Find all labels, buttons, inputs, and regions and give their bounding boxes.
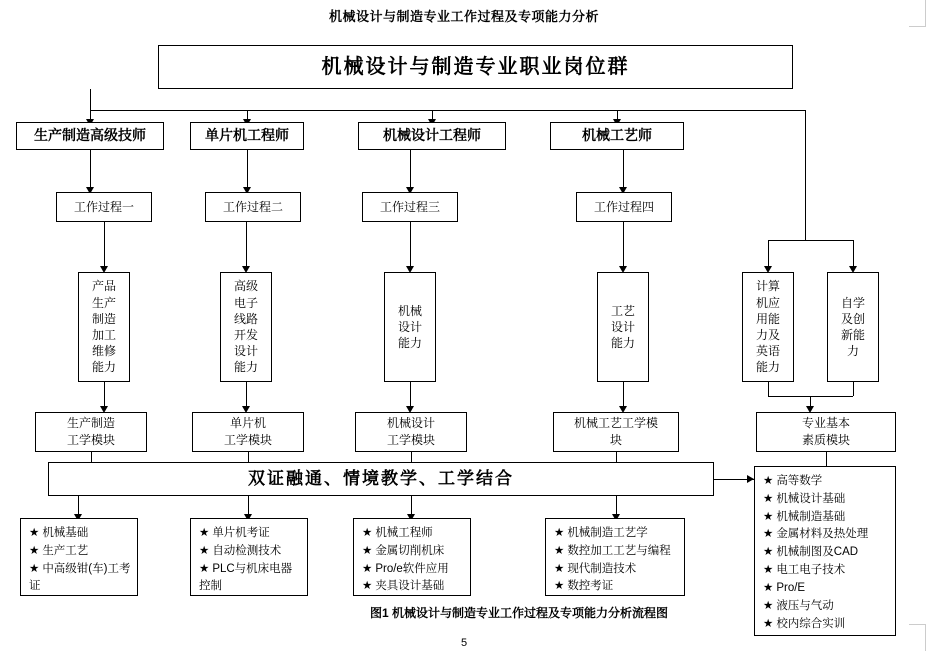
star-icon: ★ (763, 581, 774, 594)
bridge-banner: 双证融通、情境教学、工学结合 (48, 462, 714, 496)
connector-ability6-down (853, 382, 854, 396)
star-icon: ★ (199, 527, 210, 539)
ability-box-4: 工艺 设计 能力 (597, 272, 649, 382)
cert-list-3 (362, 525, 464, 596)
star-icon: ★ (763, 617, 774, 630)
role-box-2: 单片机工程师 (190, 122, 304, 150)
connector-process2-ability2 (246, 222, 247, 270)
cert-item: ★ 机械制造工艺学 (554, 527, 648, 539)
star-icon: ★ (29, 527, 40, 539)
cert-item: ★ 中高级钳(车)工考证 (29, 562, 131, 593)
module-box-2: 单片机 工学模块 (192, 412, 304, 452)
connector-process3-ability3 (410, 222, 411, 270)
connector-role2-process2 (247, 150, 248, 190)
star-icon: ★ (362, 562, 373, 575)
cert-item: ★ 校内综合实训 (763, 617, 846, 630)
module-box-3: 机械设计 工学模块 (355, 412, 467, 452)
cert-item: ★ 自动检测技术 (199, 544, 282, 557)
process-box-3: 工作过程三 (362, 192, 458, 222)
cert-item: ★ 数控加工工艺与编程 (554, 544, 671, 557)
star-icon: ★ (554, 527, 565, 539)
cert-group-2 (190, 518, 308, 596)
connector-banner-bus (90, 110, 805, 111)
star-icon: ★ (29, 544, 40, 557)
module-box-4: 机械工艺工学模 块 (553, 412, 679, 452)
star-icon: ★ (763, 599, 774, 612)
star-icon: ★ (554, 580, 565, 593)
connector-role4-process4 (623, 150, 624, 190)
connector-process1-ability1 (104, 222, 105, 270)
star-icon: ★ (362, 544, 373, 557)
star-icon: ★ (362, 527, 373, 539)
cert-item: ★ 机械制图及CAD (763, 546, 859, 559)
figure-caption: 图1 机械设计与制造专业工作过程及专项能力分析流程图 (370, 606, 669, 620)
cert-list-4 (554, 525, 678, 596)
arrow-to-cert-group-5 (747, 475, 754, 483)
ability-box-1: 产品 生产 制造 加工 维修 能力 (78, 272, 130, 382)
ability-box-2: 高级 电子 线路 开发 设计 能力 (220, 272, 272, 382)
connector-process4-ability4 (623, 222, 624, 270)
cert-group-5 (754, 466, 896, 636)
star-icon: ★ (362, 580, 373, 593)
connector-banner-col1 (90, 89, 91, 110)
process-box-4: 工作过程四 (576, 192, 672, 222)
star-icon: ★ (763, 510, 774, 523)
cert-list-1 (29, 525, 131, 596)
process-box-1: 工作过程一 (56, 192, 152, 222)
cert-item: ★ 机械基础 (29, 527, 89, 539)
star-icon: ★ (554, 562, 565, 575)
star-icon: ★ (554, 544, 565, 557)
star-icon: ★ (29, 562, 40, 575)
star-icon: ★ (763, 546, 774, 559)
module-box-5: 专业基本 素质模块 (756, 412, 896, 452)
cert-list-2 (199, 525, 301, 596)
process-box-2: 工作过程二 (205, 192, 301, 222)
module-box-1: 生产制造 工学模块 (35, 412, 147, 452)
connector-role1-process1 (90, 150, 91, 190)
cert-item: ★ Pro/e软件应用 (362, 562, 449, 575)
star-icon: ★ (763, 492, 774, 505)
ability-box-3: 机械 设计 能力 (384, 272, 436, 382)
banner-job-cluster: 机械设计与制造专业职业岗位群 (158, 45, 793, 89)
connector-side-bus (768, 240, 853, 241)
cert-item: ★ 数控考证 (554, 580, 614, 593)
connector-banner-col5 (805, 110, 806, 240)
cert-item: ★ 生产工艺 (29, 544, 89, 557)
connector-ability5-down (768, 382, 769, 396)
cert-item: ★ 金属切削机床 (362, 544, 445, 557)
star-icon: ★ (763, 564, 774, 577)
cert-item: ★ 高等数学 (763, 475, 823, 487)
star-icon: ★ (199, 544, 210, 557)
ability-box-5: 计算 机应 用能 力及 英语 能力 (742, 272, 794, 382)
page-title: 机械设计与制造专业工作过程及专项能力分析 (328, 9, 599, 24)
cert-item: ★ 电工电子技术 (763, 564, 846, 577)
cert-item: ★ PLC与机床电器控制 (199, 562, 293, 593)
cert-item: ★ 机械设计基础 (763, 492, 846, 505)
cert-item: ★ 夹具设计基础 (362, 580, 445, 593)
cert-group-4 (545, 518, 685, 596)
role-box-1: 生产制造高级技师 (16, 122, 164, 150)
cert-item: ★ 单片机考证 (199, 527, 270, 539)
star-icon: ★ (763, 528, 774, 541)
role-box-4: 机械工艺师 (550, 122, 684, 150)
connector-role3-process3 (410, 150, 411, 190)
cert-item: ★ 现代制造技术 (554, 562, 637, 575)
cert-item: ★ 金属材料及热处理 (763, 528, 869, 541)
cert-item: ★ 机械制造基础 (763, 510, 846, 523)
page-number: 5 (460, 637, 468, 649)
star-icon: ★ (199, 562, 210, 575)
cert-item: ★ 液压与气动 (763, 599, 834, 612)
cert-list-5 (763, 473, 889, 633)
role-box-3: 机械设计工程师 (358, 122, 506, 150)
cert-item: ★ 机械工程师 (362, 527, 433, 539)
star-icon: ★ (763, 475, 774, 487)
ability-box-6: 自学 及创 新能 力 (827, 272, 879, 382)
cert-item: ★ Pro/E (763, 581, 806, 594)
cert-group-1 (20, 518, 138, 596)
cert-group-3 (353, 518, 471, 596)
